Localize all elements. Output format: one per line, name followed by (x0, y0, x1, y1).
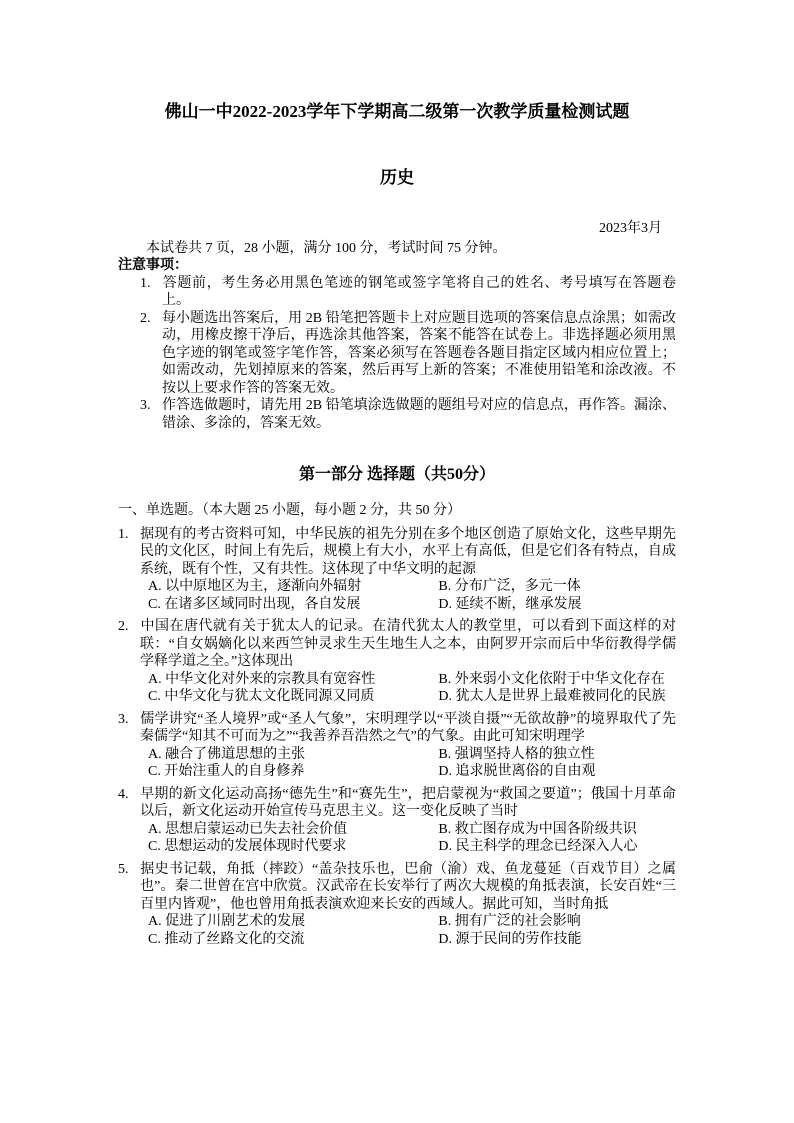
option-row (118, 578, 676, 596)
question-list (118, 526, 676, 949)
notice-item-number: 2. (140, 310, 151, 326)
answer-option: B. 拥有广泛的社会影响 (438, 914, 581, 929)
answer-option: A. 促进了川剧艺术的发展 (148, 914, 306, 929)
notice-item-number: 3. (140, 398, 151, 413)
question-number: 1. (118, 526, 129, 542)
answer-option: A. 思想启蒙运动已失去社会价值 (148, 821, 348, 837)
option-row (118, 931, 676, 949)
option-row (118, 671, 676, 689)
answer-option: B. 外来弱小文化依附于中华文化存在 (438, 671, 665, 687)
question-number: 2. (118, 619, 129, 634)
question-number: 5. (118, 861, 129, 877)
notice-item: 1. 答题前，考生务必用黑色笔迹的钢笔或签字笔将自己的姓名、考号填写在答题卷上。 (140, 275, 676, 308)
question-stem: 4. 早期的新文化运动高扬“德先生”和“赛先生”，把启蒙视为“救国之要道”；俄国十月革命以后，新文化运动开始宣传马克思主义。这一变化反映了当时 (118, 786, 676, 819)
question-stem: 5. 据史书记载，角抵（摔跤）“盖杂技乐也，巴俞（渝）戏、鱼龙蔓延（百戏节目）之属也”。秦二世曾在宫中欣赏。汉武帝在长安举行了两次大规模的角抵表演，长安百姓“三百里内皆观”，他也曾用角抵表演欢迎来长安的西域人。据此可知，当时角抵 (118, 861, 676, 912)
subsection-title: 一、单选题。（本大题 25 小题，每小题 2 分，共 50 分） (118, 503, 461, 518)
exam-date: 2023年3月 (599, 221, 662, 236)
answer-option: D. 民主科学的理念已经深入人心 (438, 839, 638, 854)
option-row (118, 763, 676, 781)
answer-option: C. 推动了丝路文化的交流 (148, 931, 305, 947)
option-row (118, 596, 676, 614)
question-number: 4. (118, 786, 129, 802)
answer-option: C. 中华文化与犹太文化既同源又同质 (148, 689, 375, 704)
notice-item: 2. 每小题选出答案后，用 2B 铅笔把答题卡上对应题目选项的答案信息点涂黑；如需改动，用橡皮擦干净后，再选涂其他答案，答案不能答在试卷上。非选择题必须用黑色字迹的钢笔或签字笔作答，答案必须写在答题卷各题目指定区域内相应位置上；如需改动，先划掉原来的答案，然后再写上新的答案；不准使用铅笔和涂改液。不按以上要求作答的答案无效。 (140, 310, 676, 396)
question-stem: 2. 中国在唐代就有关于犹太人的记录。在清代犹太人的教堂里，可以看到下面这样的对联：“自女娲嫡化以来西竺钟灵求生天生地生人之本，由阿罗开宗而后中华衍教得学儒学释学道之全。”这体现出 (118, 619, 676, 669)
question (118, 786, 676, 856)
question-stem: 1. 据现有的考古资料可知，中华民族的祖先分别在多个地区创造了原始文化，这些早期先民的文化区，时间上有先后，规模上有大小，水平上有高低，但是它们各有特点，自成系统，既有个性，又有共性。这体现了中华文明的起源 (118, 526, 676, 577)
option-row (118, 913, 676, 931)
option-row (118, 746, 676, 764)
exam-info-line: 本试卷共 7 页，28 小题，满分 100 分，考试时间 75 分钟。 (146, 240, 507, 256)
answer-option: D. 犹太人是世界上最难被同化的民族 (438, 689, 666, 704)
question-number: 3. (118, 711, 129, 727)
answer-option: A. 中华文化对外来的宗教具有宽容性 (148, 671, 376, 687)
option-row (118, 688, 676, 706)
answer-option: C. 在诸多区域同时出现，各自发展 (148, 596, 361, 612)
answer-option: C. 思想运动的发展体现时代要求 (148, 839, 347, 854)
question (118, 526, 676, 614)
notice-label: 注意事项： (118, 258, 188, 273)
option-row (118, 838, 676, 856)
subject-title: 历史 (380, 168, 414, 187)
question (118, 618, 676, 706)
answer-option: B. 救亡图存成为中国各阶级共识 (438, 821, 637, 837)
answer-option: B. 强调坚持人格的独立性 (438, 746, 595, 762)
answer-option: D. 源于民间的劳作技能 (438, 931, 582, 947)
notice-item-number: 1. (140, 275, 151, 291)
exam-title: 佛山一中2022-2023学年下学期高二级第一次教学质量检测试题 (164, 102, 630, 121)
section-title: 第一部分 选择题（共50分） (298, 466, 495, 483)
answer-option: A. 融合了佛道思想的主张 (148, 746, 306, 762)
answer-option: B. 分布广泛，多元一体 (438, 579, 581, 594)
answer-option: D. 延续不断，继承发展 (438, 596, 582, 612)
question (118, 861, 676, 949)
option-row (118, 821, 676, 839)
notice-item: 3. 作答选做题时，请先用 2B 铅笔填涂选做题的题组号对应的信息点，再作答。漏涂、错涂、多涂的，答案无效。 (140, 398, 676, 431)
question-stem: 3. 儒学讲究“圣人境界”或“圣人气象”，宋明理学以“平淡自摄”“无欲故静”的境界取代了先秦儒学“知其不可而为之”“我善养吾浩然之气”的气象。由此可知宋明理学 (118, 711, 676, 744)
answer-option: C. 开始注重人的自身修养 (148, 764, 305, 779)
notice-list (140, 275, 676, 433)
answer-option: D. 追求脱世离俗的自由观 (438, 764, 596, 779)
answer-option: A. 以中原地区为主，逐渐向外辐射 (148, 579, 362, 594)
question (118, 711, 676, 781)
